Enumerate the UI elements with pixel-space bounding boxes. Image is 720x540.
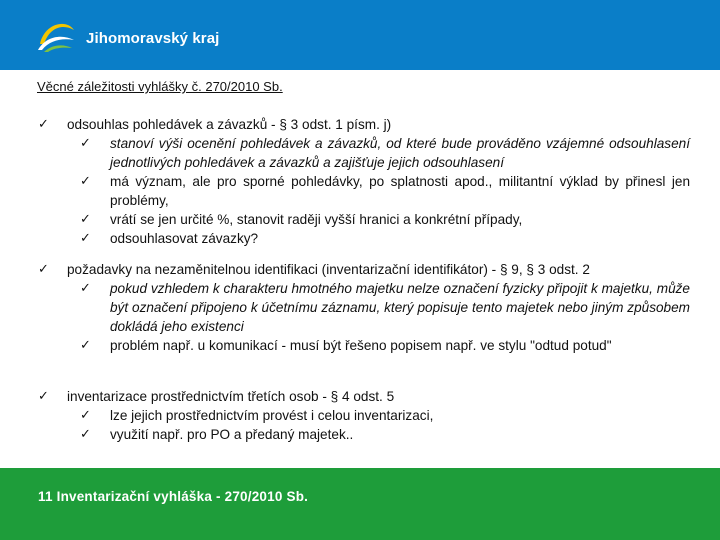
checkmark-icon: ✓ xyxy=(80,338,91,353)
checkmark-icon: ✓ xyxy=(38,389,49,404)
bullet-text: požadavky na nezaměnitelnou identifikaci (inventarizační identifikátor) - § 9, § 3 odst. 2 xyxy=(67,262,590,277)
bullet-text: odsouhlas pohledávek a závazků - § 3 odst. 1 písm. j) xyxy=(67,117,392,132)
sub-bullet-text: využití např. pro PO a předaný majetek.. xyxy=(110,427,354,442)
checkmark-icon: ✓ xyxy=(80,427,91,442)
footer-bar xyxy=(0,468,720,540)
sub-bullet-text: má význam, ale pro sporné pohledávky, po splatnosti apod., militantní výklad by přinesl jen problémy, xyxy=(110,174,690,208)
checkmark-icon: ✓ xyxy=(80,231,91,246)
checkmark-icon: ✓ xyxy=(80,174,91,189)
checkmark-icon: ✓ xyxy=(38,262,49,277)
sub-bullet-text: odsouhlasovat závazky? xyxy=(110,231,259,246)
sub-bullet-text: problém např. u komunikací - musí být řešeno popisem např. ve stylu "odtud potud" xyxy=(110,338,612,353)
jmk-logo-swoosh-icon xyxy=(36,14,76,54)
slide-heading: Věcné záležitosti vyhlášky č. 270/2010 Sb. xyxy=(37,79,283,94)
checkmark-icon: ✓ xyxy=(80,212,91,227)
bullet-text: inventarizace prostřednictvím třetích osob - § 4 odst. 5 xyxy=(67,389,395,404)
logo-text: Jihomoravský kraj xyxy=(86,30,220,47)
sub-bullet-text: lze jejich prostřednictvím provést i celou inventarizaci, xyxy=(110,408,434,423)
checkmark-icon: ✓ xyxy=(38,117,49,132)
sub-bullet-text: stanoví výši ocenění pohledávek a závazků, od které bude prováděno vzájemné odsouhlasení jednotlivých pohledávek a závazků a zajišťuje jejich odsouhlasení xyxy=(110,136,690,170)
checkmark-icon: ✓ xyxy=(80,408,91,423)
sub-bullet-text: vrátí se jen určité %, stanovit raději vyšší hranici a konkrétní případy, xyxy=(110,212,523,227)
checkmark-icon: ✓ xyxy=(80,136,91,151)
sub-bullet-text: pokud vzhledem k charakteru hmotného majetku nelze označení fyzicky připojit k majetku, může být označení připojeno k účetnímu záznamu, který popisuje tento majetek nebo jiným způsobem dokládá jeho existenci xyxy=(110,281,690,334)
checkmark-icon: ✓ xyxy=(80,281,91,296)
footer-text: 11 Inventarizační vyhláška - 270/2010 Sb. xyxy=(38,489,309,504)
header-bar xyxy=(0,0,720,70)
